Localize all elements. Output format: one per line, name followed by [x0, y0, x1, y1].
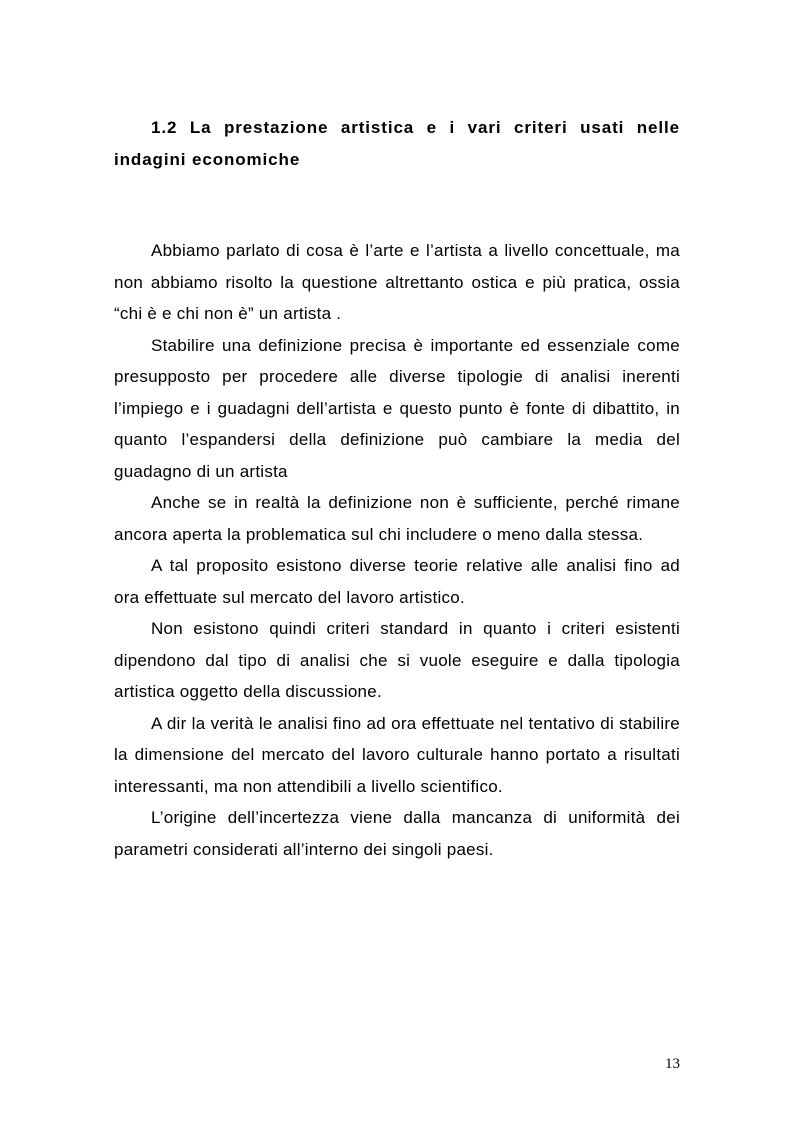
paragraph: Abbiamo parlato di cosa è l’arte e l’artista a livello concettuale, ma non abbiamo risolto la questione altrettanto ostica e più pratica, ossia “chi è e chi non è” un artista .: [114, 241, 680, 323]
paragraph: Stabilire una definizione precisa è importante ed essenziale come presupposto per procedere alle diverse tipologie di analisi inerenti l’impiego e i guadagni dell’artista e questo punto è fonte di dibattito, in quanto l’espandersi della definizione può cambiare la media del guadagno di un artista: [114, 335, 680, 481]
page-number: 13: [665, 1056, 680, 1072]
paragraph: A dir la verità le analisi fino ad ora effettuate nel tentativo di stabilire la dimensione del mercato del lavoro culturale hanno portato a risultati interessanti, ma non attendibili a livello scientifico.: [114, 713, 680, 796]
body-text: [114, 235, 680, 865]
paragraph: Anche se in realtà la definizione non è sufficiente, perché rimane ancora aperta la problematica sul chi includere o meno dalla stessa.: [114, 493, 680, 544]
paragraph: Non esistono quindi criteri standard in quanto i criteri esistenti dipendono dal tipo di analisi che si vuole eseguire e dalla tipologia artistica oggetto della discussione.: [114, 619, 680, 701]
paragraph: L’origine dell’incertezza viene dalla mancanza di uniformità dei parametri considerati all’interno dei singoli paesi.: [114, 808, 680, 859]
paragraph: A tal proposito esistono diverse teorie relative alle analisi fino ad ora effettuate sul mercato del lavoro artistico.: [114, 556, 680, 607]
section-heading: 1.2 La prestazione artistica e i vari criteri usati nelle indagini economiche: [114, 118, 680, 169]
